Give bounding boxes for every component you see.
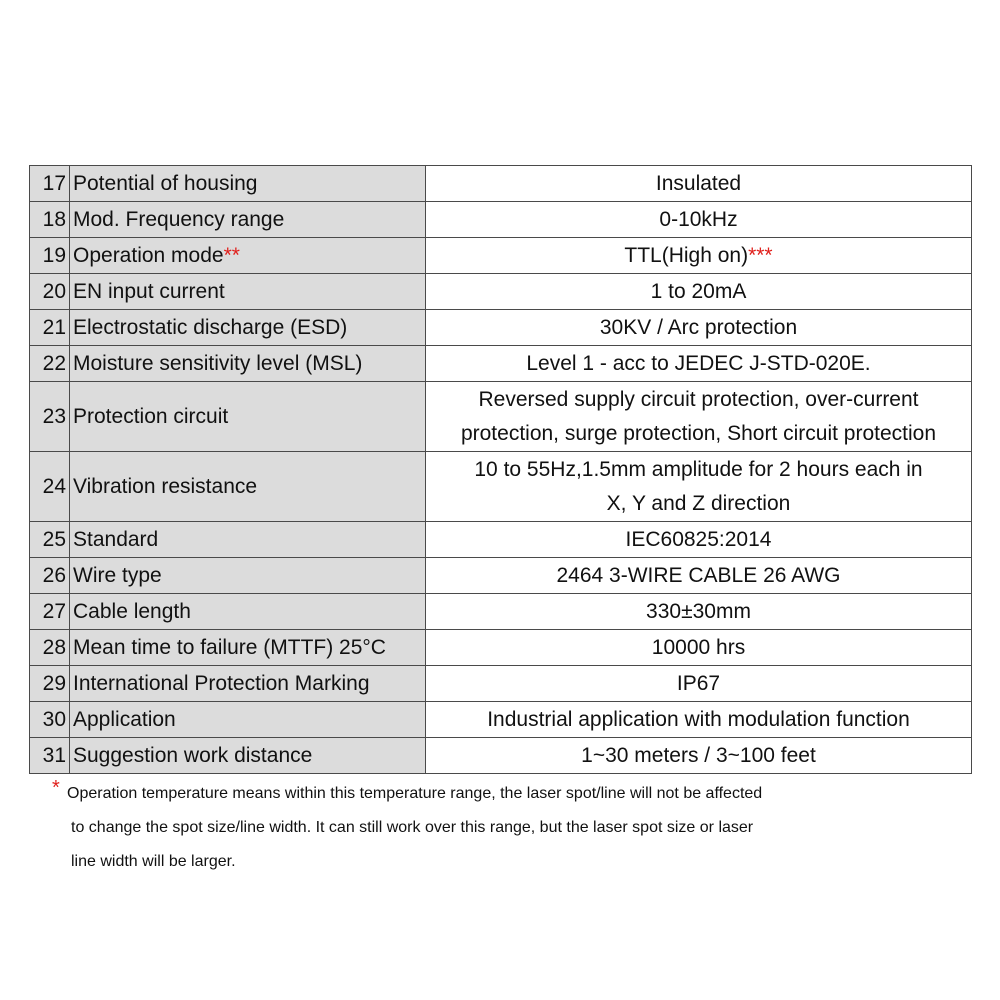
parameter-value: 0-10kHz <box>426 202 972 238</box>
table-row <box>30 558 972 594</box>
row-number: 20 <box>30 274 70 310</box>
table-row <box>30 382 972 452</box>
parameter-value: Insulated <box>426 166 972 202</box>
row-number: 31 <box>30 738 70 774</box>
parameter-name-text: Operation mode <box>73 243 224 267</box>
parameter-value-line: Reversed supply circuit protection, over-current <box>478 387 919 411</box>
parameter-name: EN input current <box>70 274 426 310</box>
footnote-line: to change the spot size/line width. It can still work over this range, but the laser spot size or laser <box>71 819 754 836</box>
table-row <box>30 452 972 522</box>
row-number: 23 <box>30 382 70 452</box>
row-number: 27 <box>30 594 70 630</box>
parameter-name: Mod. Frequency range <box>70 202 426 238</box>
table-row <box>30 666 972 702</box>
parameter-value: Level 1 - acc to JEDEC J-STD-020E. <box>426 346 972 382</box>
table-row <box>30 166 972 202</box>
parameter-value: 30KV / Arc protection <box>426 310 972 346</box>
parameter-value: Industrial application with modulation function <box>426 702 972 738</box>
footnote-line: line width will be larger. <box>71 853 236 870</box>
parameter-name: Cable length <box>70 594 426 630</box>
parameter-value: 2464 3-WIRE CABLE 26 AWG <box>426 558 972 594</box>
parameter-name: Vibration resistance <box>70 452 426 522</box>
row-number: 17 <box>30 166 70 202</box>
table-row <box>30 630 972 666</box>
parameter-name: International Protection Marking <box>70 666 426 702</box>
parameter-value-line: X, Y and Z direction <box>606 491 791 515</box>
table-row <box>30 202 972 238</box>
parameter-value: IEC60825:2014 <box>426 522 972 558</box>
parameter-name: Mean time to failure (MTTF) 25°C <box>70 630 426 666</box>
footnote-line <box>52 777 952 811</box>
table-row <box>30 702 972 738</box>
footnote-mark: *** <box>748 243 773 267</box>
footnote-asterisk: * <box>52 777 60 799</box>
parameter-value: 1 to 20mA <box>426 274 972 310</box>
parameter-name: Electrostatic discharge (ESD) <box>70 310 426 346</box>
parameter-value-text: TTL(High on) <box>624 243 749 267</box>
table-row <box>30 346 972 382</box>
parameter-name: Protection circuit <box>70 382 426 452</box>
row-number: 21 <box>30 310 70 346</box>
parameter-value: 330±30mm <box>426 594 972 630</box>
parameter-name: Standard <box>70 522 426 558</box>
spec-table <box>29 165 972 774</box>
row-number: 26 <box>30 558 70 594</box>
table-row <box>30 594 972 630</box>
table-row <box>30 738 972 774</box>
parameter-name: Wire type <box>70 558 426 594</box>
parameter-name: Potential of housing <box>70 166 426 202</box>
row-number: 18 <box>30 202 70 238</box>
parameter-value <box>426 382 972 452</box>
row-number: 28 <box>30 630 70 666</box>
parameter-value <box>426 238 972 274</box>
table-row <box>30 522 972 558</box>
footnote <box>52 777 952 879</box>
parameter-name: Moisture sensitivity level (MSL) <box>70 346 426 382</box>
parameter-name: Suggestion work distance <box>70 738 426 774</box>
row-number: 25 <box>30 522 70 558</box>
row-number: 19 <box>30 238 70 274</box>
footnote-text: Operation temperature means within this temperature range, the laser spot/line will not be affected <box>67 785 763 802</box>
table-row <box>30 310 972 346</box>
footnote-mark: ** <box>223 243 240 267</box>
row-number: 30 <box>30 702 70 738</box>
parameter-value: 1~30 meters / 3~100 feet <box>426 738 972 774</box>
table-row <box>30 274 972 310</box>
row-number: 29 <box>30 666 70 702</box>
table-row <box>30 238 972 274</box>
row-number: 24 <box>30 452 70 522</box>
parameter-value: 10000 hrs <box>426 630 972 666</box>
parameter-value-line: 10 to 55Hz,1.5mm amplitude for 2 hours each in <box>474 457 923 481</box>
parameter-value: IP67 <box>426 666 972 702</box>
parameter-value-line: protection, surge protection, Short circuit protection <box>460 421 937 445</box>
row-number: 22 <box>30 346 70 382</box>
parameter-value <box>426 452 972 522</box>
parameter-name <box>70 238 426 274</box>
parameter-name: Application <box>70 702 426 738</box>
